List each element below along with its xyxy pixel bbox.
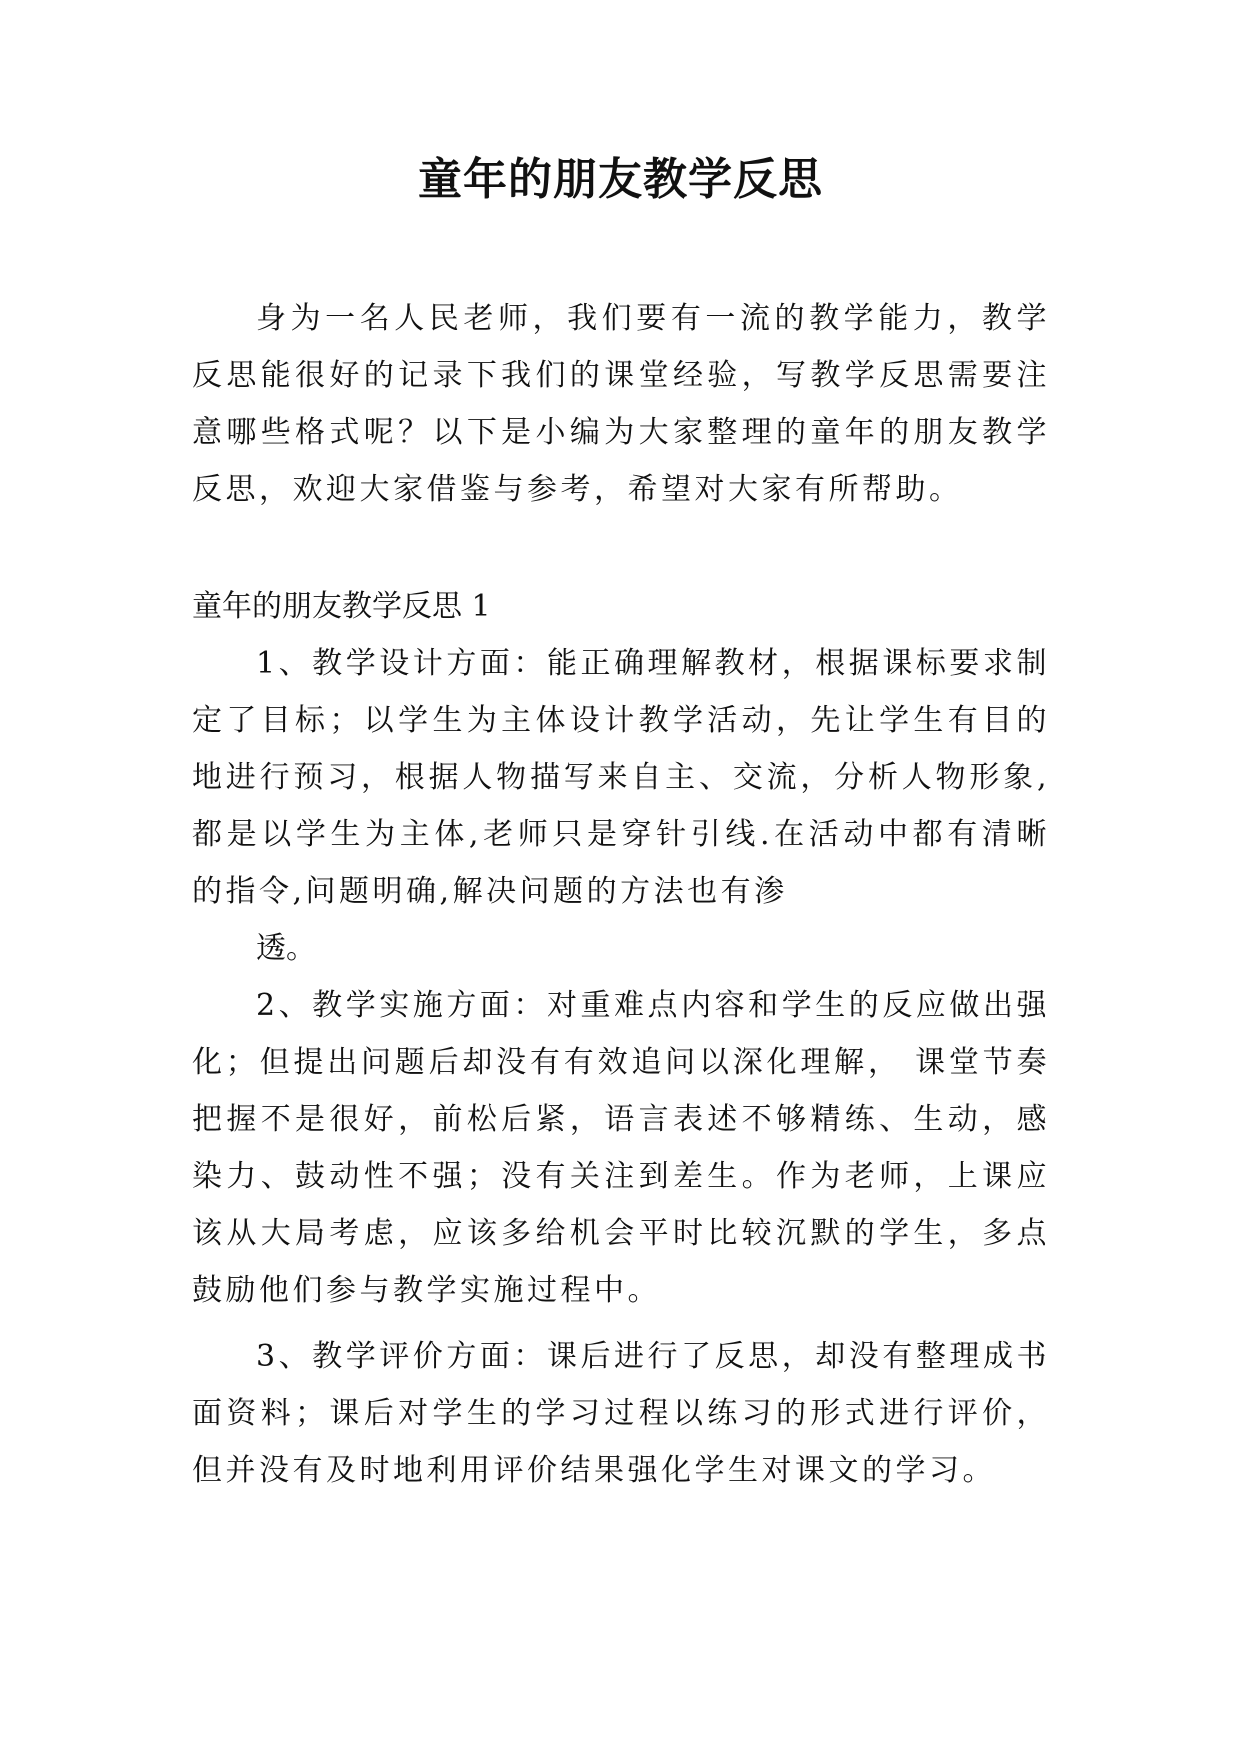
paragraph-teaching-design-tail: 透。 bbox=[256, 931, 316, 966]
paragraph-teaching-implementation: 2、教学实施方面：对重难点内容和学生的反应做出强化；但提出问题后却没有有效追问以深化理解， 课堂节奏把握不是很好，前松后紧，语言表述不够精练、生动，感染力、鼓动性不强；没有关注到差生。作为老师，上课应该从大局考虑，应该多给机会平时比较沉默的学生，多点鼓励他们参与教学实施过程中。 bbox=[192, 988, 1050, 1308]
section-title: 童年的朋友教学反思 1 bbox=[192, 589, 491, 624]
document-title: 童年的朋友教学反思 bbox=[418, 154, 823, 205]
paragraph-teaching-evaluation: 3、教学评价方面：课后进行了反思，却没有整理成书面资料；课后对学生的学习过程以练习的形式进行评价，但并没有及时地利用评价结果强化学生对课文的学习。 bbox=[192, 1339, 1050, 1488]
intro-paragraph: 身为一名人民老师，我们要有一流的教学能力，教学反思能很好的记录下我们的课堂经验，写教学反思需要注意哪些格式呢？以下是小编为大家整理的童年的朋友教学反思，欢迎大家借鉴与参考，希望对大家有所帮助。 bbox=[192, 301, 1050, 507]
paragraph-teaching-design: 1、教学设计方面：能正确理解教材，根据课标要求制定了目标；以学生为主体设计教学活动，先让学生有目的地进行预习，根据人物描写来自主、交流，分析人物形象,都是以学生为主体,老师只是穿针引线.在活动中都有清晰的指令,问题明确,解决问题的方法也有渗 bbox=[192, 646, 1050, 909]
